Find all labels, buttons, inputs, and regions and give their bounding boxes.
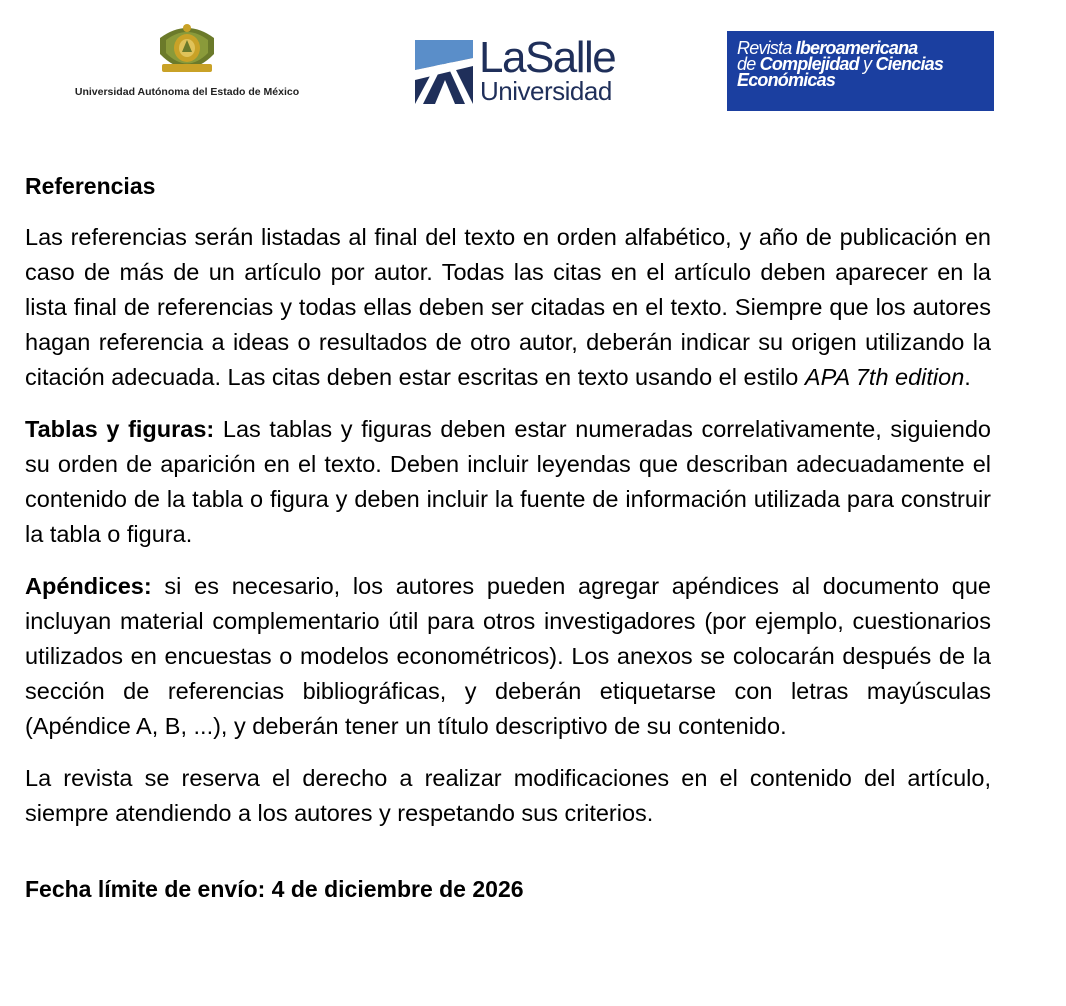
paragraph-text: .: [964, 364, 971, 390]
revista-text: de: [737, 54, 760, 74]
uaem-logo: [52, 20, 322, 98]
paragraph-text: si es necesario, los autores pueden agregar apéndices al documento que incluyan material complementario útil para otros investigadores (por ejemplo, cuestionarios utilizados en encuestas o modelos econométricos). Los anexos se colocarán después de la sección de referencias bibliográficas, y deberán etiquetarse con letras mayúsculas (Apéndice A, B, ...), y deberán tener un título descriptivo de su contenido.: [25, 573, 991, 739]
paragraph-label: Apéndices:: [25, 573, 152, 599]
section-heading: Referencias: [25, 173, 156, 199]
revista-text: Revista: [737, 38, 796, 58]
submission-deadline: Fecha límite de envío: 4 de diciembre de 2026: [25, 876, 524, 902]
uaem-caption: Universidad Autónoma del Estado de México: [74, 86, 300, 98]
revista-logo: [727, 31, 994, 111]
lasalle-logo: [415, 33, 630, 110]
paragraph-modifications: [25, 761, 991, 831]
revista-text-bold: Económicas: [737, 70, 836, 90]
lasalle-star-icon: [415, 40, 475, 104]
revista-line-3: [737, 72, 984, 88]
paragraph-tables-figures: [25, 412, 991, 552]
lasalle-name: LaSalle: [479, 33, 616, 82]
paragraph-text: Las tablas y figuras deben estar numeradas correlativamente, siguiendo su orden de aparición en el texto. Deben incluir leyendas que describan adecuadamente el contenido de la tabla o figura y deben incluir la fuente de información utilizada para construir la tabla o figura.: [25, 416, 991, 547]
paragraph-label: Tablas y figuras:: [25, 416, 215, 442]
uaem-crest-icon: [152, 20, 222, 80]
document-body: [25, 170, 991, 906]
revista-text-bold: Complejidad: [759, 54, 859, 74]
revista-text: y: [858, 54, 876, 74]
revista-text-bold: Iberoamericana: [795, 38, 918, 58]
lasalle-sub: Universidad: [480, 76, 612, 106]
paragraph-text: La revista se reserva el derecho a realizar modificaciones en el contenido del artículo, siempre atendiendo a los autores y respetando sus criterios.: [25, 765, 991, 826]
citation-style: APA 7th edition: [804, 364, 965, 390]
paragraph-appendices: [25, 569, 991, 744]
paragraph-references: [25, 220, 991, 395]
revista-text-bold: Ciencias: [875, 54, 944, 74]
paragraph-text: Las referencias serán listadas al final del texto en orden alfabético, y año de publicación en caso de más de un artículo por autor. Todas las citas en el artículo deben aparecer en la lista final de referencias y todas ellas deben ser citadas en el texto. Siempre que los autores hagan referencia a ideas o resultados de otro autor, deberán indicar su origen utilizando la citación adecuada. Las citas deben estar escritas en texto usando el estilo: [25, 224, 991, 390]
header: [0, 0, 1066, 130]
